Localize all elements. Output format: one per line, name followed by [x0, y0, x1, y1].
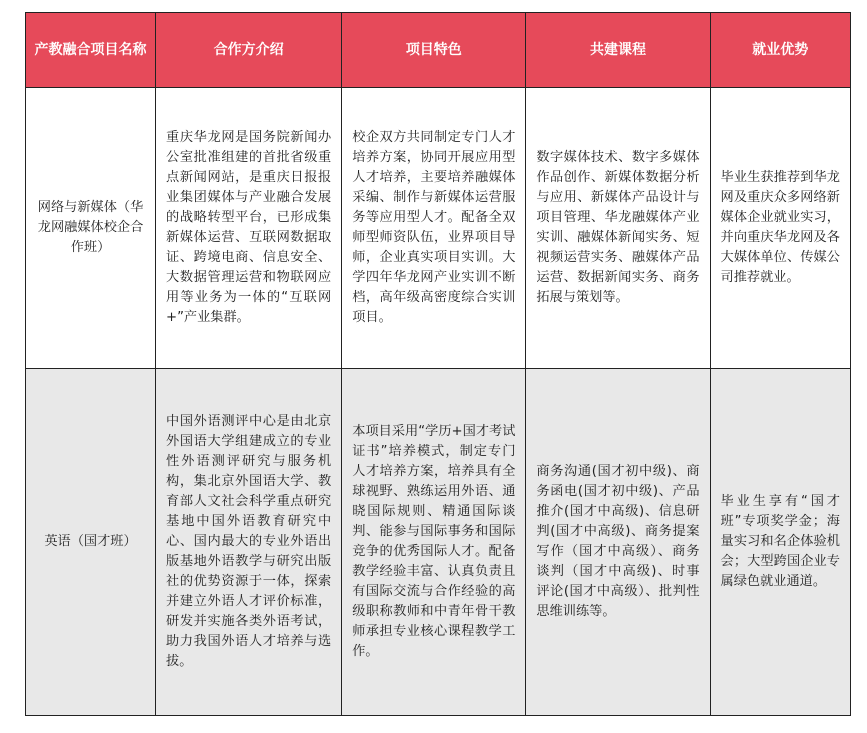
- project-name-cell: 英语（国才班）: [26, 369, 156, 716]
- header-partner: 合作方介绍: [156, 13, 342, 88]
- header-employment: 就业优势: [710, 13, 850, 88]
- table-row: [26, 369, 851, 716]
- employment-cell: 毕业生享有“国才班”专项奖学金；海量实习和名企体验机会；大型跨国企业专属绿色就业通道。: [710, 369, 850, 716]
- header-features: 项目特色: [342, 13, 526, 88]
- table-row: [26, 88, 851, 369]
- project-name-cell: 网络与新媒体（华龙网融媒体校企合作班）: [26, 88, 156, 369]
- header-project-name: 产教融合项目名称: [26, 13, 156, 88]
- courses-cell: 商务沟通(国才初中级)、商务函电(国才初中级)、产品推介(国才中高级)、信息研判(国才中高级)、商务提案写作（国才中高级）、商务谈判（国才中高级)、时事评论(国才中高级）、批判性思维训练等。: [526, 369, 710, 716]
- employment-cell: 毕业生获推荐到华龙网及重庆众多网络新媒体企业就业实习，并向重庆华龙网及各大媒体单位、传媒公司推荐就业。: [710, 88, 850, 369]
- industry-education-projects-table: [25, 12, 851, 716]
- features-cell: 本项目采用“学历+国才考试证书”培养模式，制定专门人才培养方案，培养具有全球视野、熟练运用外语、通晓国际规则、精通国际谈判、能参与国际事务和国际竞争的优秀国际人才。配备教学经验丰富、认真负责且有国际交流与合作经验的高级职称教师和中青年骨干教师承担专业核心课程教学工作。: [342, 369, 526, 716]
- partner-cell: 中国外语测评中心是由北京外国语大学组建成立的专业性外语测评研究与服务机构，集北京外国语大学、教育部人文社会科学重点研究基地中国外语教育研究中心、国内最大的专业外语出版基地外语教学与研究出版社的优势资源于一体，探索并建立外语人才评价标准，研发并实施各类外语考试，助力我国外语人才培养与选拔。: [156, 369, 342, 716]
- courses-cell: 数字媒体技术、数字多媒体作品创作、新媒体数据分析与应用、新媒体产品设计与项目管理、华龙融媒体产业实训、融媒体新闻实务、短视频运营实务、融媒体产品运营、数据新闻实务、商务拓展与策划等。: [526, 88, 710, 369]
- header-courses: 共建课程: [526, 13, 710, 88]
- partner-cell: 重庆华龙网是国务院新闻办公室批准组建的首批省级重点新闻网站，是重庆日报报业集团媒体与产业融合发展的战略转型平台，已形成集新媒体运营、互联网数据取证、跨境电商、信息安全、大数据管理运营和物联网应用等业务为一体的“互联网+”产业集群。: [156, 88, 342, 369]
- table-header-row: [26, 13, 851, 88]
- features-cell: 校企双方共同制定专门人才培养方案，协同开展应用型人才培养，主要培养融媒体采编、制作与新媒体运营服务等应用型人才。配备全双师型师资队伍，业界项目导师，企业真实项目实训。大学四年华龙网产业实训不断档，高年级高密度综合实训项目。: [342, 88, 526, 369]
